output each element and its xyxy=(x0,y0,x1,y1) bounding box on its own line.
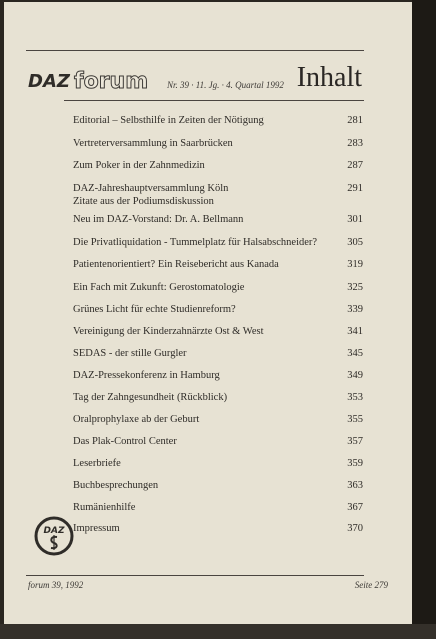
toc-entry xyxy=(73,236,363,249)
footer-rule xyxy=(26,575,364,576)
toc-entry xyxy=(73,457,363,470)
toc-entry-page: 339 xyxy=(347,304,363,315)
toc-entry-title: Die Privatliquidation - Tummelplatz für Halsabschneider? xyxy=(73,237,318,248)
toc-entry xyxy=(73,479,363,492)
toc-entry-title: Vertreterversammlung in Saarbrücken xyxy=(73,138,233,149)
toc-entry-title: Ein Fach mit Zukunft: Gerostomatologie xyxy=(73,282,245,293)
toc-entry-title: Grünes Licht für echte Studienreform? xyxy=(73,304,236,315)
toc-entry xyxy=(73,413,363,426)
toc-entry xyxy=(73,369,363,382)
toc-entry-page: 281 xyxy=(347,115,363,126)
toc-entry xyxy=(73,303,363,316)
toc-entry xyxy=(73,137,363,150)
toc-entry xyxy=(73,182,363,208)
toc-entry-page: 363 xyxy=(347,480,363,491)
toc-entry-page: 357 xyxy=(347,436,363,447)
toc-entry-title: Tag der Zahngesundheit (Rückblick) xyxy=(73,392,228,403)
scan-edge-bottom xyxy=(0,624,436,639)
toc-entry-page: 341 xyxy=(347,326,363,337)
toc-entry-title: Oralprophylaxe ab der Geburt xyxy=(73,414,200,425)
toc-entry-page: 367 xyxy=(347,502,363,513)
toc-entry-title: Das Plak-Control Center xyxy=(73,436,177,447)
svg-text:DAZ: DAZ xyxy=(43,526,65,536)
toc-entry-subtitle: Zitate aus der Podiumsdiskussion xyxy=(73,196,214,207)
issue-info: Nr. 39 · 11. Jg. · 4. Quartal 1992 xyxy=(167,80,284,90)
toc-entry xyxy=(73,213,363,226)
toc-entry-title: Editorial – Selbsthilfe in Zeiten der Nötigung xyxy=(73,115,264,126)
top-rule xyxy=(26,50,364,51)
toc-entry-page: 345 xyxy=(347,348,363,359)
toc-entry-page: 325 xyxy=(347,282,363,293)
toc-entry-title: Impressum xyxy=(73,523,120,534)
toc-entry xyxy=(73,325,363,338)
page-header xyxy=(28,64,362,98)
toc-entry xyxy=(73,522,363,535)
toc-entry-title: Patientenorientiert? Ein Reisebericht aus Kanada xyxy=(73,259,279,270)
toc-entry xyxy=(73,258,363,271)
toc-entry-page: 291 xyxy=(347,183,363,194)
toc-entry-title: Vereinigung der Kinderzahnärzte Ost & West xyxy=(73,326,264,337)
toc-entry xyxy=(73,114,363,127)
toc-entry-page: 355 xyxy=(347,414,363,425)
toc-entry-title: SEDAS - der stille Gurgler xyxy=(73,348,187,359)
toc-entry-title: Neu im DAZ-Vorstand: Dr. A. Bellmann xyxy=(73,214,244,225)
toc-entry-page: 353 xyxy=(347,392,363,403)
scan-edge-right xyxy=(412,0,436,639)
daz-seal-logo xyxy=(34,515,74,557)
toc-entry-title: Buchbesprechungen xyxy=(73,480,159,491)
header-rule xyxy=(64,100,364,101)
toc-entry-page: 287 xyxy=(347,160,363,171)
toc-entry-title: Leserbriefe xyxy=(73,458,121,469)
toc-entry xyxy=(73,501,363,514)
toc-entry-title: DAZ-Pressekonferenz in Hamburg xyxy=(73,370,220,381)
toc-entry-title: DAZ-Jahreshauptversammlung Köln xyxy=(73,183,229,194)
toc-entry-title: Rumänienhilfe xyxy=(73,502,136,513)
footer-page-number: Seite 279 xyxy=(354,580,388,590)
toc-entry-page: 305 xyxy=(347,237,363,248)
toc-entry xyxy=(73,159,363,172)
toc-entry-title: Zum Poker in der Zahnmedizin xyxy=(73,160,205,171)
svg-text:DAZ: DAZ xyxy=(28,71,70,92)
toc-entry-page: 370 xyxy=(347,523,363,534)
footer-issue: forum 39, 1992 xyxy=(28,580,84,590)
toc-entry-page: 319 xyxy=(347,259,363,270)
daz-forum-logo xyxy=(28,66,158,94)
toc-entry xyxy=(73,347,363,360)
toc-entry-page: 283 xyxy=(347,138,363,149)
page-title: Inhalt xyxy=(296,62,362,93)
toc-entry xyxy=(73,391,363,404)
toc-entry xyxy=(73,281,363,294)
toc-entry-page: 359 xyxy=(347,458,363,469)
svg-text:forum: forum xyxy=(74,69,149,94)
toc-entry-page: 349 xyxy=(347,370,363,381)
toc-entry-page: 301 xyxy=(347,214,363,225)
toc-entry xyxy=(73,435,363,448)
